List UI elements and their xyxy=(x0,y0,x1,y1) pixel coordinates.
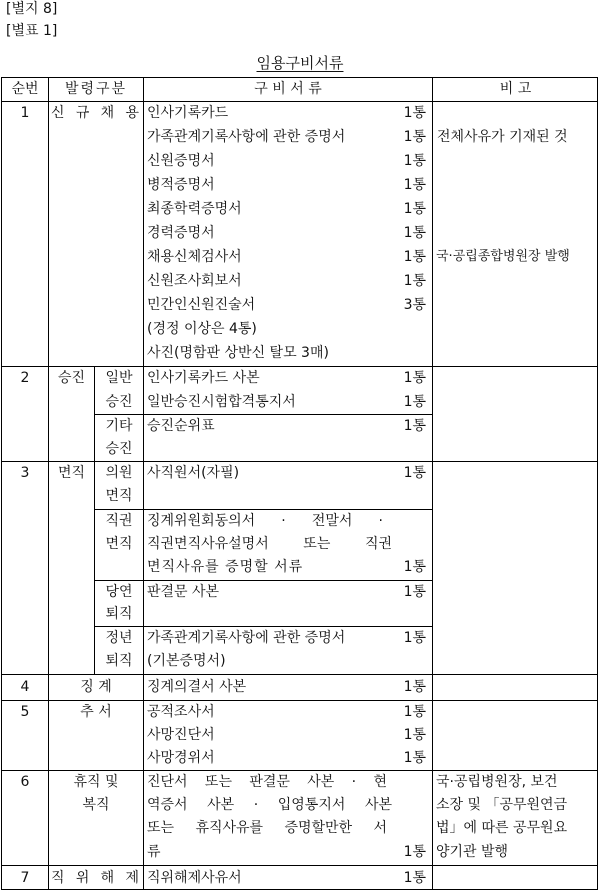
doc-name: 사진(명함판 상반신 탈모 3매) xyxy=(147,345,329,361)
doc-count: 1통 xyxy=(403,630,426,646)
note-text: 국·공립병원장, 보건 xyxy=(436,774,558,790)
row-type-line: 복직 xyxy=(82,797,110,813)
row-number: 3 xyxy=(20,465,30,481)
doc-count: 1통 xyxy=(403,201,426,217)
doc-name: (기본증명서) xyxy=(147,653,226,669)
sub-type-label: 퇴직 xyxy=(105,606,133,622)
doc-name-line: 역증서 사본 · 입영통지서 사본 xyxy=(147,797,392,813)
doc-count: 1통 xyxy=(403,559,426,575)
doc-count: 1통 xyxy=(403,584,426,600)
doc-count: 1통 xyxy=(403,465,426,481)
doc-name: 민간인신원진술서 xyxy=(147,297,256,313)
column-header-note: 비 고 xyxy=(499,81,532,97)
doc-name: 가족관계기록사항에 관한 증명서 xyxy=(147,129,346,145)
doc-name: 승진순위표 xyxy=(147,418,215,434)
doc-name: 인사기록카드 xyxy=(147,105,229,121)
table-grid xyxy=(0,76,600,891)
column-header-type: 발령구분 xyxy=(64,81,128,97)
doc-name-line: 또는 휴직사유를 증명할만한 서 xyxy=(147,820,387,836)
sub-type-label: 당연 xyxy=(105,584,133,600)
doc-name-line: 직권면직사유설명서 또는 직권 xyxy=(147,536,392,552)
sub-type-label: 승진 xyxy=(105,441,133,457)
doc-name-line: 면직사유를 증명할 서류 xyxy=(147,559,304,575)
doc-name: 경력증명서 xyxy=(147,225,215,241)
doc-name: 병적증명서 xyxy=(147,177,215,193)
table-number: [별표 1] xyxy=(6,23,58,39)
sub-type-label: 면직 xyxy=(105,488,133,504)
doc-name: 신원증명서 xyxy=(147,153,215,169)
page-title-text: 임용구비서류 xyxy=(256,54,344,72)
column-header-order: 순번 xyxy=(11,81,39,97)
column-header-docs: 구 비 서 류 xyxy=(254,81,322,97)
row-type: 승진 xyxy=(57,370,86,386)
doc-count: 1통 xyxy=(403,704,426,720)
doc-count: 1통 xyxy=(403,370,426,386)
row-number: 6 xyxy=(20,774,30,790)
sub-type-label: 기타 xyxy=(105,418,133,434)
row-number: 5 xyxy=(20,704,30,720)
document-table xyxy=(0,76,600,891)
doc-count: 1통 xyxy=(403,273,426,289)
doc-name: 공적조사서 xyxy=(147,704,215,720)
doc-name: 채용신체검사서 xyxy=(147,249,242,265)
note-text: 전체사유가 기재된 것 xyxy=(437,129,568,145)
doc-count: 1통 xyxy=(403,727,426,743)
doc-name: 징계의결서 사본 xyxy=(147,679,247,695)
doc-name: 사망경위서 xyxy=(147,750,215,766)
doc-name: 사직원서(자필) xyxy=(147,465,240,481)
note-text: 양기관 발행 xyxy=(436,844,509,860)
doc-count: 1통 xyxy=(403,418,426,434)
doc-name-line: 진단서 또는 판결문 사본 · 현 xyxy=(147,774,387,790)
doc-name: 사망진단서 xyxy=(147,727,215,743)
form-number: [별지 8] xyxy=(6,1,58,17)
doc-name: 직위해제사유서 xyxy=(147,870,242,886)
doc-name-line: 징계위원회동의서 · 전말서 · xyxy=(147,513,383,529)
doc-name: 일반승진시험합격통지서 xyxy=(147,394,296,410)
doc-count: 3통 xyxy=(403,297,426,313)
row-type: 면직 xyxy=(57,465,86,481)
row-number: 7 xyxy=(20,870,30,886)
doc-count: 1통 xyxy=(403,153,426,169)
doc-name: (경정 이상은 4통) xyxy=(147,321,257,337)
doc-count: 1통 xyxy=(403,249,426,265)
doc-count: 1통 xyxy=(403,394,426,410)
doc-count: 1통 xyxy=(403,679,426,695)
page-title xyxy=(0,52,600,73)
row-type: 징 계 xyxy=(80,679,112,695)
sub-type-label: 의원 xyxy=(105,465,133,481)
sub-type-label: 정년 xyxy=(105,630,133,646)
note-text: 국·공립종합병원장 발행 xyxy=(436,249,570,264)
sub-type-label: 퇴직 xyxy=(105,653,133,669)
row-number: 2 xyxy=(20,370,30,386)
doc-count: 1통 xyxy=(403,844,426,860)
row-type: 직 위 해 제 xyxy=(51,870,139,886)
doc-name: 가족관계기록사항에 관한 증명서 xyxy=(147,630,346,646)
doc-name-line: 류 xyxy=(147,844,161,860)
doc-name: 신원조사회보서 xyxy=(147,273,242,289)
sub-type-label: 승진 xyxy=(105,394,133,410)
doc-count: 1통 xyxy=(403,750,426,766)
row-type-line: 휴직 및 xyxy=(73,774,119,790)
row-number: 1 xyxy=(20,105,30,121)
row-number: 4 xyxy=(20,679,30,695)
row-type: 신 규 채 용 xyxy=(51,105,139,121)
doc-count: 1통 xyxy=(403,870,426,886)
sub-type-label: 면직 xyxy=(105,536,133,552)
note-text: 법」에 따른 공무원요 xyxy=(436,820,568,836)
sub-type-label: 직권 xyxy=(105,513,133,529)
doc-name: 인사기록카드 사본 xyxy=(147,370,260,386)
doc-count: 1통 xyxy=(403,177,426,193)
doc-count: 1통 xyxy=(403,129,426,145)
sub-type-label: 일반 xyxy=(105,370,133,386)
doc-count: 1통 xyxy=(403,225,426,241)
doc-name: 판결문 사본 xyxy=(147,584,220,600)
doc-name: 최종학력증명서 xyxy=(147,201,242,217)
row-type: 추 서 xyxy=(80,704,112,720)
doc-count: 1통 xyxy=(403,105,426,121)
note-text: 소장 및 「공무원연금 xyxy=(436,797,568,813)
